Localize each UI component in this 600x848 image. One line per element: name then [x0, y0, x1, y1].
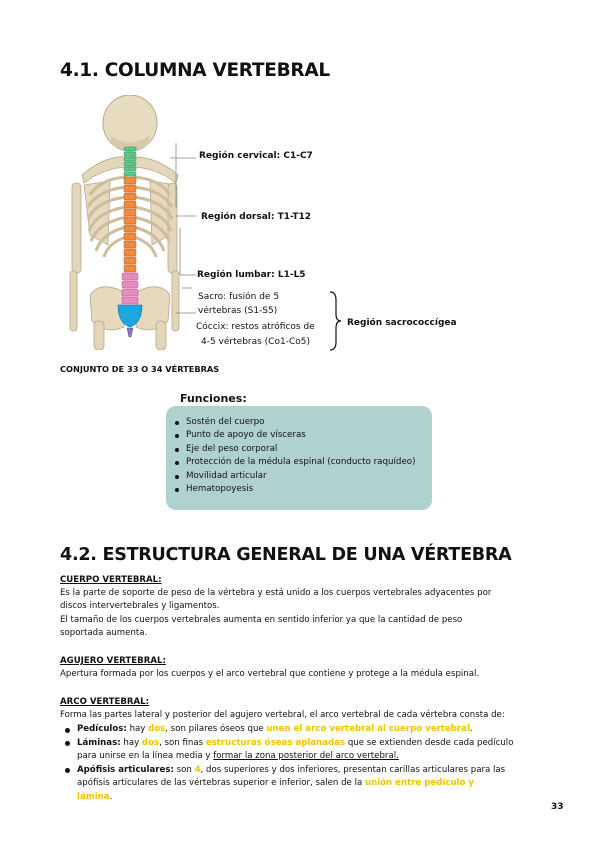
arco-heading: ARCO VERTEBRAL:: [60, 697, 150, 707]
text: para unirse en la línea media y: [77, 751, 214, 761]
cuerpo-text-1a: Es la parte de soporte de peso de la vértebra y está unido a los cuerpos vertebrales adyacentes por: [60, 588, 492, 598]
list-item: Sostén del cuerpo: [172, 416, 416, 429]
vertebrae-count: CONJUNTO DE 33 O 34 VÉRTEBRAS: [60, 364, 220, 374]
label-lumbar: Región lumbar: L1-L5: [197, 270, 306, 280]
text: hay: [120, 737, 142, 748]
arco-components-list: [60, 723, 550, 804]
text: son: [173, 764, 195, 775]
text: , son pilares óseos que: [165, 724, 267, 734]
highlight: estructuras óseas aplanadas: [205, 737, 346, 748]
section-title-estructura: 4.2. ESTRUCTURA GENERAL DE UNA VÉRTEBRA: [60, 545, 512, 565]
term-laminas: Láminas:: [77, 737, 121, 748]
page-number: 33: [551, 802, 564, 812]
funciones-title: Funciones:: [180, 392, 247, 405]
list-item-laminas: [60, 737, 550, 764]
label-coccix-1: Cóccix: restos atróficos de: [196, 322, 315, 332]
label-dorsal: Región dorsal: T1-T12: [201, 212, 312, 222]
list-item: Punto de apoyo de vísceras: [172, 429, 416, 442]
section-title-columna: 4.1. COLUMNA VERTEBRAL: [60, 60, 330, 81]
highlight: dos: [141, 737, 160, 748]
highlight: 4: [194, 764, 201, 775]
agujero-heading: AGUJERO VERTEBRAL:: [60, 656, 166, 666]
text: .: [109, 791, 113, 802]
label-sacro-2: vértebras (S1-S5): [198, 306, 278, 316]
text: .: [469, 724, 473, 734]
highlight: unión entre pedículo y: [364, 778, 475, 788]
text: apófisis articulares de las vértebras superior e inferior, salen de la: [77, 778, 365, 788]
text: que se extienden desde cada pedículo: [345, 737, 514, 748]
list-item-pediculos: [60, 723, 550, 737]
arco-intro: Forma las partes lateral y posterior del agujero vertebral, el arco vertebral de cada vértebra consta de:: [60, 710, 505, 720]
list-item: Hematopoyesis: [172, 483, 416, 496]
list-item: Eje del peso corporal: [172, 443, 416, 456]
curly-brace-icon: [326, 290, 342, 352]
label-cervical: Región cervical: C1-C7: [199, 151, 313, 161]
label-leader-lines: [100, 138, 200, 348]
cuerpo-text-1b: discos intervertebrales y ligamentos.: [60, 601, 220, 611]
text: , dos superiores y dos inferiores, presentan carillas articulares para las: [200, 764, 506, 775]
cuerpo-text-2a: El tamaño de los cuerpos vertebrales aumenta en sentido inferior ya que la cantidad de peso: [60, 615, 463, 625]
label-sacrococcigea: Región sacrococcígea: [347, 318, 457, 328]
term-apofisis: Apófisis articulares:: [77, 764, 174, 775]
list-item: Movilidad articular: [172, 470, 416, 483]
list-item-apofisis: [60, 764, 550, 805]
highlight: dos: [148, 724, 166, 734]
cuerpo-text-2b: soportada aumenta.: [60, 628, 148, 638]
text: hay: [126, 724, 149, 734]
list-item: Protección de la médula espinal (conducto raquídeo): [172, 456, 416, 469]
term-pediculos: Pedículos:: [77, 724, 127, 734]
label-coccix-2: 4-5 vértebras (Co1-Co5): [201, 337, 310, 347]
highlight: unen el arco vertebral al cuerpo vertebral: [266, 724, 470, 734]
cuerpo-heading: CUERPO VERTEBRAL:: [60, 575, 162, 585]
funciones-list: [172, 416, 416, 496]
text: , son finas: [159, 737, 206, 748]
highlight: lámina: [77, 791, 110, 802]
underlined-text: formar la zona posterior del arco vertebral.: [213, 751, 399, 761]
label-sacro-1: Sacro: fusión de 5: [198, 292, 280, 302]
agujero-text: Apertura formada por los cuerpos y el arco vertebral que contiene y protege a la médula espinal.: [60, 669, 480, 679]
